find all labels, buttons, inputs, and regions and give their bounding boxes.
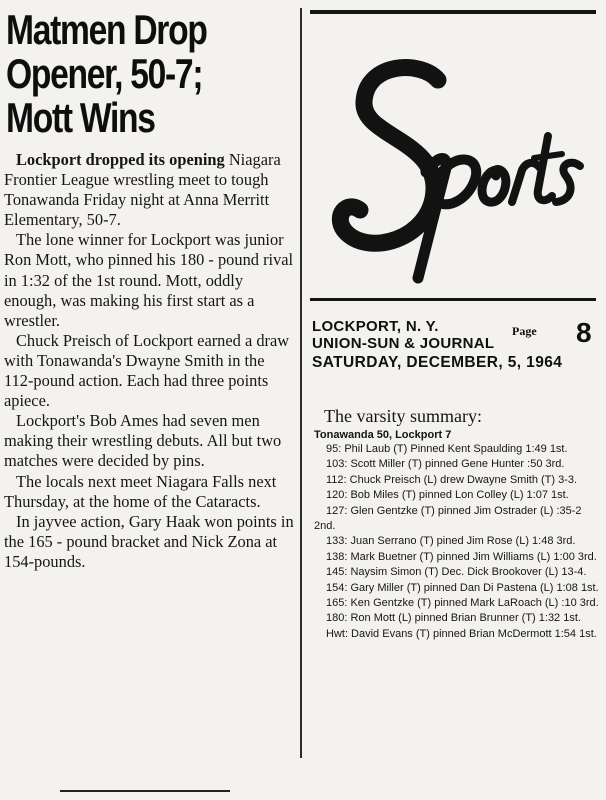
bout-result: 180: Ron Mott (L) pinned Brian Brunner (T) 1:32 1st. (326, 612, 581, 625)
summary-title: The varsity summary: (324, 406, 482, 426)
top-rule (310, 10, 596, 14)
article-paragraph (4, 150, 296, 230)
bout-result: Hwt: David Evans (T) pinned Brian McDermott 1:54 1st. (326, 627, 597, 640)
page-number: 8 (576, 317, 592, 348)
headline-line: Opener, 50-7; (6, 50, 203, 97)
sports-logo-icon (326, 40, 596, 290)
article-text: Niagara Frontier League wrestling meet to tough Tonawanda Friday night at Anna Merritt Elementary, 50-7. (4, 150, 281, 230)
summary-score: Tonawanda 50, Lockport 7 (314, 429, 452, 441)
varsity-summary (312, 406, 600, 642)
article-paragraph (4, 512, 296, 572)
column-divider (300, 8, 302, 758)
bout-result: 154: Gary Miller (T) pinned Dan Di Pastena (L) 1:08 1st. (326, 581, 599, 594)
bout-result: 165: Ken Gentzke (T) pinned Mark LaRoach (L) :10 3rd. (326, 597, 599, 610)
article-text: Chuck Preisch of Lockport earned a draw with Tonawanda's Dwayne Smith in the 112-pound action. Each had three points apiece. (4, 330, 290, 411)
bout-result: 112: Chuck Preisch (L) drew Dwayne Smith (T) 3-3. (326, 473, 578, 486)
article-text: In jayvee action, Gary Haak won points in the 165 - pound bracket and Nick Zona at 154-pounds. (4, 511, 294, 571)
article-text: The lone winner for Lockport was junior Ron Mott, who pinned his 180 - pound rival in 1:32 of the 1st round. Mott, oddly enough, was making his first start as a wrestler. (4, 230, 294, 330)
wrestling-article (4, 8, 296, 572)
bout-results (312, 442, 600, 642)
masthead-date: SATURDAY, DECEMBER, 5, 1964 (312, 354, 563, 371)
article-paragraph (4, 230, 296, 330)
page-label: Page (512, 324, 537, 338)
bout-result: 127: Glen Gentzke (T) pinned Jim Ostrader (L) :35-2 2nd. (314, 504, 582, 533)
article-paragraph (4, 472, 296, 512)
article-text: Lockport's Bob Ames had seven men making their wrestling debuts. All but two matches were decided by pins. (4, 411, 282, 471)
bout-result: 120: Bob Miles (T) pinned Lon Colley (L) 1:07 1st. (326, 489, 569, 502)
masthead-rule (310, 298, 596, 301)
sports-script-logo (326, 40, 596, 290)
masthead (312, 318, 596, 372)
bout-result: 133: Juan Serrano (T) pined Jim Rose (L) 1:48 3rd. (326, 535, 576, 548)
headline-line: Mott Wins (6, 94, 155, 141)
bout-result: 145: Naysim Simon (T) Dec. Dick Brookover (L) 13-4. (326, 566, 587, 579)
bout-result: 138: Mark Buetner (T) pinned Jim Williams (L) 1:00 3rd. (326, 550, 597, 563)
article-paragraph (4, 411, 296, 471)
article-body (4, 150, 296, 572)
bout-result: 103: Scott Miller (T) pinned Gene Hunter :50 3rd. (326, 458, 565, 471)
article-text: The locals next meet Niagara Falls next Thursday, at the home of the Cataracts. (4, 471, 277, 511)
headline-line: Matmen Drop (6, 6, 207, 53)
article-paragraph (4, 331, 296, 411)
article-headline (6, 8, 294, 140)
bottom-rule (60, 790, 230, 792)
bout-result: 95: Phil Laub (T) Pinned Kent Spaulding 1:49 1st. (326, 443, 568, 455)
masthead-paper-name: UNION-SUN & JOURNAL (312, 335, 495, 352)
article-leadin: Lockport dropped its opening (16, 150, 225, 169)
masthead-city: LOCKPORT, N. Y. (312, 318, 439, 335)
